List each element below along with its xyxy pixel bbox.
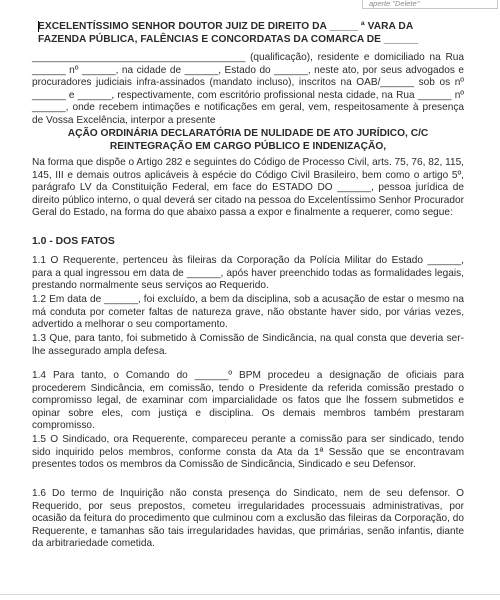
paragraph-text: 1.5 O Sindicado, ora Requerente, compareceu perante a comissão para ser sindicado, tendo sido inquirido pelos membros, conforme consta da Ata da 1ª Sessão que se encontravam presentes todos os membros da Comissão de Sindicância, Sindicado e seu Defensor. bbox=[32, 434, 464, 471]
page-bottom-divider bbox=[0, 594, 500, 595]
paragraph-1-4 bbox=[32, 370, 464, 433]
paragraph-1-1 bbox=[32, 255, 464, 293]
paragraph-text: 1.3 Que, para tanto, foi submetido à Comissão de Sindicância, na qual consta que deveria ser-lhe assegurado ampla defesa. bbox=[32, 333, 464, 357]
document-header: EXCELENTÍSSIMO SENHOR DOUTOR JUIZ DE DIREITO DA _____ ª VARA DA FAZENDA PÚBLICA, FALÊNCIAS E CONCORDATAS DA COMARCA DE ______ bbox=[38, 21, 419, 45]
section-title: 1.0 - DOS FATOS bbox=[32, 236, 115, 247]
qualification-paragraph bbox=[32, 52, 464, 128]
qualification-text: ______________________________________ (qualificação), residente e domiciliado na Rua ______ nº ______, na cidade de ______, Estado do ______, neste ato, por seus advogados e procuradores judiciais infra-assinados (mandato incluso), inscritos na OAB/______ sob os nº ______ e ______, respectivamente, com escritório profissional nesta cidade, na Rua ______ nº ______, onde recebem intimações e notificações em geral, vem, respeitosamente à presença de Vossa Excelência, interpor a presente bbox=[32, 52, 464, 126]
paragraph-1-5 bbox=[32, 434, 464, 472]
action-title: AÇÃO ORDINÁRIA DECLARATÓRIA DE NULIDADE DE ATO JURÍDICO, C/C REINTEGRAÇÃO EM CARGO PÚBLICO E INDENIZAÇÃO, bbox=[67, 128, 429, 152]
intro-paragraph bbox=[32, 157, 464, 220]
paragraph-text: 1.2 Em data de ______, foi excluído, a bem da disciplina, sob a acusação de estar o mesmo na má conduta por cometer faltas de natureza grave, não obstante haver sido, por várias vezes, advertido a melhorar o seu comportamento. bbox=[32, 294, 464, 331]
paragraph-text: 1.1 O Requerente, pertenceu às fileiras da Corporação da Polícia Militar do Estado ______, para a qual ingressou em data de ______, após haver preenchido todas as formalidades legais, prestando normalmente seus serviços ao Requerido. bbox=[32, 255, 464, 292]
paragraph-text: 1.6 Do termo de Inquirição não consta presença do Sindicato, nem de seu defensor. O Requerido, por seus prepostos, cometeu irregularidades processuais administrativas, por ocasião da feitura do procedimento que culminou com a exclusão das fileiras da Corporação, do Requerente, e tamanhas são tais irregularidades havidas, que primárias, senão infantis, diante da arbitrariedade cometida. bbox=[32, 488, 464, 550]
paragraph-1-3 bbox=[32, 333, 464, 358]
intro-text: Na forma que dispõe o Artigo 282 e seguintes do Código de Processo Civil, arts. 75, 76, 82, 115, 145, III e demais outros aplicáveis à espécie do Código Civil Brasileiro, bem como o artigo 5º, parágrafo LV da Constituição Federal, em face do ESTADO DO ______, pessoa jurídica de direito público interno, o qual deverá ser citado na pessoa do Excelentíssimo Senhor Procurador Geral do Estado, na forma do que abaixo passa a expor e finalmente a requerer, como segue: bbox=[32, 157, 464, 219]
paragraph-1-2 bbox=[32, 294, 464, 332]
paragraph-text: 1.4 Para tanto, o Comando do ______º BPM procedeu a designação de oficiais para procederem Sindicância, em comissão, tendo o Presidente da referida comissão prestado o compromisso legal, de examinar com imparcialidade os fatos que lhe fossem submetidos e opinar sobre eles, com justiça e disciplina. Os demais membros também prestaram compromisso. bbox=[32, 370, 464, 432]
delete-hint-text: aperte "Delete" bbox=[369, 0, 420, 8]
paragraph-1-6 bbox=[32, 488, 464, 551]
